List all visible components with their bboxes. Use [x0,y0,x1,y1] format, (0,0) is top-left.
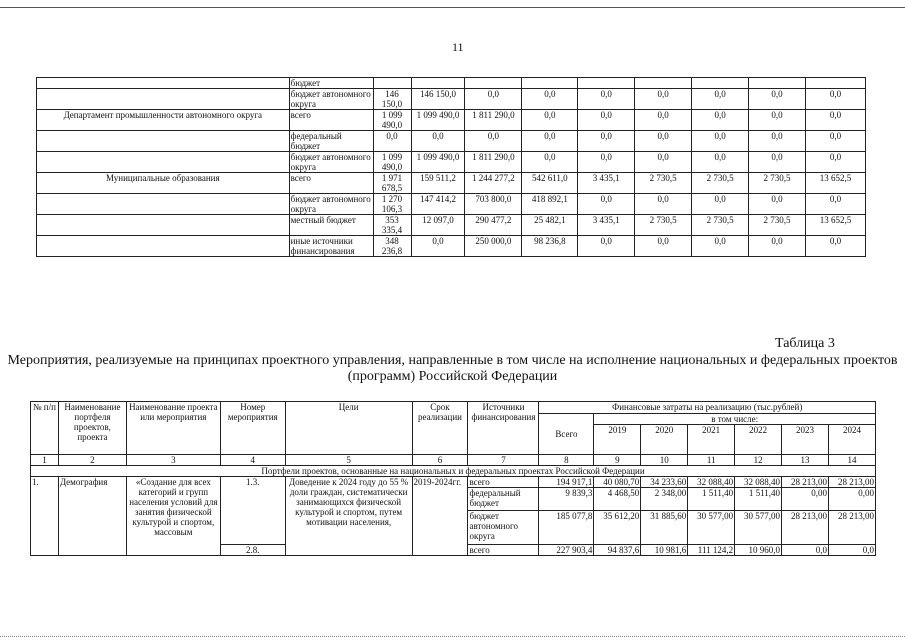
value-cell: 3 435,1 [578,173,635,194]
value-cell: 1 244 277,2 [465,173,522,194]
value-cell: 0,0 [578,110,635,131]
owner-cell [37,236,290,257]
value-cell [749,78,806,89]
value-cell [465,78,522,89]
src: всего [468,477,539,488]
value-cell: 0,0 [692,110,749,131]
value-cell: 0,0 [692,89,749,110]
value-cell: 12 097,0 [411,215,465,236]
val: 10 981,6 [641,545,688,556]
column-number: 9 [594,455,641,466]
value-cell: 0,0 [578,131,635,152]
val: 34 233,60 [641,477,688,488]
funding-row [37,131,866,152]
column-number: 10 [641,455,688,466]
funding-row [37,236,866,257]
value-cell: 98 236,8 [522,236,578,257]
owner-cell [37,78,290,89]
val: 0,00 [782,488,829,511]
owner-cell [37,194,290,215]
value-cell: 25 482,1 [522,215,578,236]
value-cell: 0,0 [578,89,635,110]
row-goal: Доведение к 2024 году до 55 % доли граждан, систематически занимающихся физической культурой и спортом, путем мотивации населения, [285,477,412,556]
value-cell: 0,0 [749,236,806,257]
column-number: 14 [828,455,875,466]
value-cell: 1 099 490,0 [373,152,411,173]
row-project: «Создание для всех категорий и групп населения условий для занятия физической культурой и спортом, массовым [126,477,220,556]
value-cell: 0,0 [749,194,806,215]
value-cell: 0,0 [805,89,865,110]
column-number: 7 [468,455,539,466]
column-number: 2 [58,455,126,466]
source-cell: иные источники финансирования [289,236,373,257]
column-number: 12 [735,455,782,466]
val: 31 885,60 [641,511,688,545]
table-heading: Мероприятия, реализуемые на принципах проектного управления, направленные в том числе на исполнение национальных и федеральных проектов (программ) Российской Федерации [7,353,898,384]
col-incl-header: в том числе: [594,414,876,425]
val: 30 577,00 [735,511,782,545]
value-cell: 0,0 [522,131,578,152]
col-number-header: Номер мероприятия [220,402,285,455]
row-num2: 2.8. [220,545,285,556]
value-cell: 2 730,5 [692,173,749,194]
year-header: 2024 [828,425,875,455]
source-cell: местный бюджет [289,215,373,236]
val: 28 213,00 [828,511,875,545]
col-project-header: Наименование проекта или мероприятия [126,402,220,455]
value-cell: 0,0 [635,110,692,131]
val: 28 213,00 [782,477,829,488]
value-cell: 0,0 [578,194,635,215]
value-cell [805,78,865,89]
funding-row [37,89,866,110]
value-cell: 0,0 [635,152,692,173]
value-cell: 0,0 [749,110,806,131]
value-cell: 353 335,4 [373,215,411,236]
value-cell [635,78,692,89]
table-label: Таблица 3 [775,336,835,351]
funding-row [37,152,866,173]
value-cell: 0,0 [749,89,806,110]
year-header: 2021 [688,425,735,455]
value-cell: 0,0 [578,236,635,257]
value-cell: 290 477,2 [465,215,522,236]
value-cell: 0,0 [692,236,749,257]
row-term: 2019-2024гг. [412,477,468,556]
column-number: 1 [31,455,59,466]
funding-row [37,194,866,215]
owner-cell [37,89,290,110]
value-cell: 0,0 [635,194,692,215]
value-cell: 1 971 678,5 [373,173,411,194]
project-measures-table [30,401,876,556]
value-cell: 2 730,5 [749,173,806,194]
owner-cell [37,215,290,236]
col-fin-header: Финансовые затраты на реализацию (тыс.рублей) [539,402,876,414]
year-header: 2020 [641,425,688,455]
source-cell: бюджет автономного округа [289,89,373,110]
col-sources-header: Источники финансирования [468,402,539,455]
value-cell: 418 892,1 [522,194,578,215]
value-cell: 0,0 [805,131,865,152]
value-cell: 0,0 [692,152,749,173]
funding-row [37,110,866,131]
value-cell: 0,0 [522,89,578,110]
value-cell: 1 811 290,0 [465,110,522,131]
funding-row [37,215,866,236]
value-cell: 2 730,5 [692,215,749,236]
source-cell: всего [289,110,373,131]
value-cell: 3 435,1 [578,215,635,236]
value-cell: 0,0 [805,194,865,215]
value-cell: 0,0 [692,131,749,152]
src: федеральный бюджет [468,488,539,511]
value-cell: 2 730,5 [635,215,692,236]
owner-cell: Муниципальные образования [37,173,290,194]
year-header: 2022 [735,425,782,455]
col-total-header: Всего [539,414,594,455]
value-cell: 146 150,0 [411,89,465,110]
col-term-header: Срок реализации [412,402,468,455]
value-cell: 0,0 [805,110,865,131]
funding-row [37,78,866,89]
owner-cell [37,152,290,173]
column-number: 4 [220,455,285,466]
section-row: Портфели проектов, основанные на национальных и федеральных проектах Российской Федерации [31,466,876,477]
value-cell: 348 236,8 [373,236,411,257]
source-cell: федеральный бюджет [289,131,373,152]
val: 35 612,20 [594,511,641,545]
source-cell: бюджет автономного округа [289,152,373,173]
value-cell: 1 811 290,0 [465,152,522,173]
value-cell: 0,0 [749,152,806,173]
column-number: 6 [412,455,468,466]
value-cell: 147 414,2 [411,194,465,215]
value-cell: 2 730,5 [749,215,806,236]
year-header: 2019 [594,425,641,455]
value-cell: 0,0 [578,152,635,173]
value-cell: 542 611,0 [522,173,578,194]
value-cell: 2 730,5 [635,173,692,194]
value-cell: 0,0 [805,152,865,173]
value-cell: 0,0 [373,131,411,152]
val: 185 077,8 [539,511,594,545]
column-number: 11 [688,455,735,466]
column-number: 8 [539,455,594,466]
val: 28 213,00 [782,511,829,545]
val: 32 088,40 [735,477,782,488]
value-cell [692,78,749,89]
row-num1: 1.3. [220,477,285,545]
value-cell: 159 511,2 [411,173,465,194]
owner-cell: Департамент промышленности автономного округа [37,110,290,131]
val: 227 903,4 [539,545,594,556]
value-cell: 0,0 [465,89,522,110]
col-portfolio-header: Наименование портфеля проектов, проекта [58,402,126,455]
val: 28 213,00 [828,477,875,488]
value-cell: 0,0 [411,131,465,152]
source-cell: всего [289,173,373,194]
src: бюджет автономного округа [468,511,539,545]
funding-row [37,173,866,194]
value-cell: 1 270 106,3 [373,194,411,215]
val: 9 839,3 [539,488,594,511]
column-number: 3 [126,455,220,466]
val: 0,0 [828,545,875,556]
row-no: 1. [31,477,59,556]
value-cell: 13 652,5 [805,215,865,236]
val: 40 080,70 [594,477,641,488]
value-cell: 0,0 [692,194,749,215]
year-header: 2023 [782,425,829,455]
value-cell: 0,0 [749,131,806,152]
val: 32 088,40 [688,477,735,488]
value-cell: 0,0 [805,236,865,257]
value-cell [578,78,635,89]
value-cell: 0,0 [635,236,692,257]
source-cell: бюджет [289,78,373,89]
val: 30 577,00 [688,511,735,545]
row-portfolio: Демография [58,477,126,556]
value-cell: 703 800,0 [465,194,522,215]
col-no-header: № п/п [31,402,59,455]
val: 0,0 [782,545,829,556]
source-cell: бюджет автономного округа [289,194,373,215]
value-cell: 1 099 490,0 [411,110,465,131]
column-number: 5 [285,455,412,466]
scan-top-edge [0,7,905,8]
value-cell [373,78,411,89]
value-cell: 1 099 490,0 [411,152,465,173]
value-cell [411,78,465,89]
val: 94 837,6 [594,545,641,556]
val: 1 511,40 [688,488,735,511]
owner-cell [37,131,290,152]
funding-table-continued [36,77,866,257]
value-cell [522,78,578,89]
column-number: 13 [782,455,829,466]
value-cell: 1 099 490,0 [373,110,411,131]
val: 10 960,0 [735,545,782,556]
value-cell: 0,0 [522,152,578,173]
val: 111 124,2 [688,545,735,556]
value-cell: 0,0 [465,131,522,152]
val: 2 348,00 [641,488,688,511]
val: 1 511,40 [735,488,782,511]
page-number: 11 [452,40,464,54]
val: 0,00 [828,488,875,511]
value-cell: 0,0 [522,110,578,131]
scan-bottom-edge [0,636,905,637]
value-cell: 0,0 [635,89,692,110]
value-cell: 13 652,5 [805,173,865,194]
value-cell: 0,0 [635,131,692,152]
value-cell: 146 150,0 [373,89,411,110]
src: всего [468,545,539,556]
val: 4 468,50 [594,488,641,511]
value-cell: 250 000,0 [465,236,522,257]
val: 194 917,1 [539,477,594,488]
col-goals-header: Цели [285,402,412,455]
value-cell: 0,0 [411,236,465,257]
